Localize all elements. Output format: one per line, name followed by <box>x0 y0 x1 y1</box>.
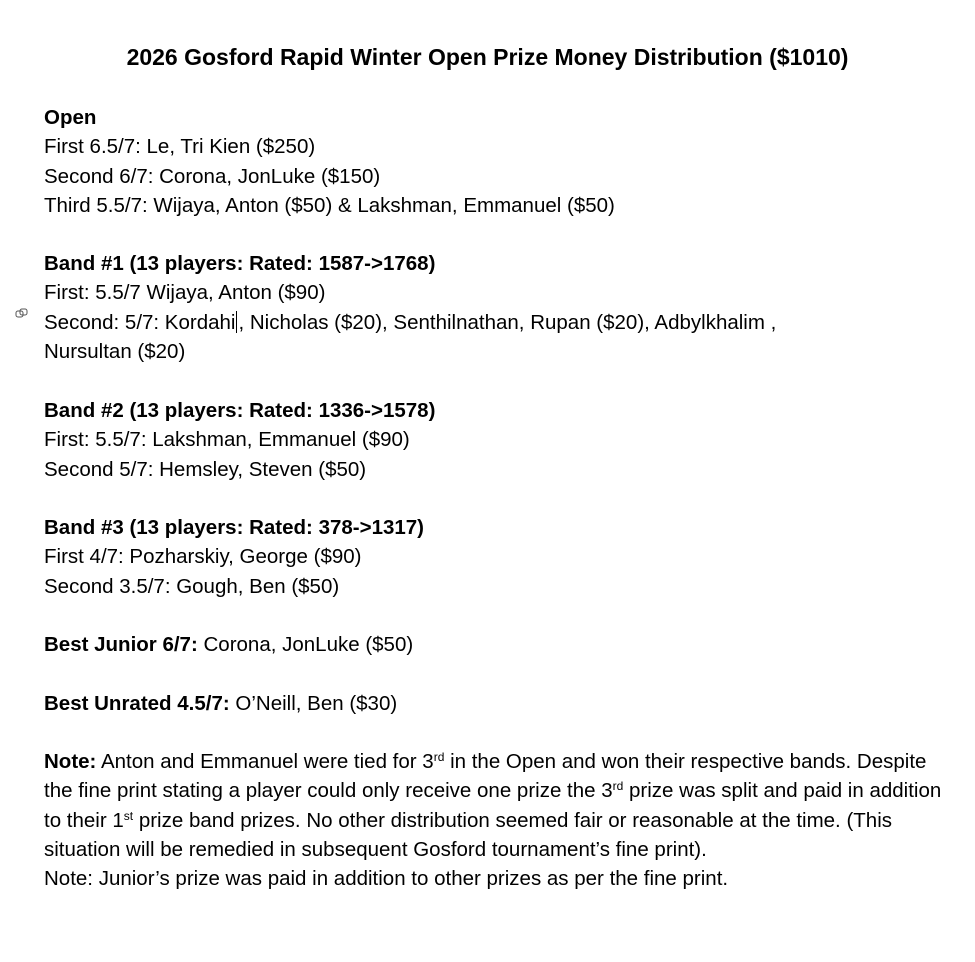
junior-label: Best Junior 6/7: <box>44 633 198 656</box>
unrated-text: O’Neill, Ben ($30) <box>229 692 398 715</box>
unrated-section <box>44 689 954 718</box>
junior-section <box>44 630 954 659</box>
open-first: First 6.5/7: Le, Tri Kien ($250) <box>44 135 316 159</box>
unrated-line <box>44 689 954 718</box>
note-sup-2: rd <box>612 779 624 794</box>
band2-section <box>44 396 954 484</box>
note-text-1: Anton and Emmanuel were tied for 3 <box>96 750 434 773</box>
band3-second: Second 3.5/7: Gough, Ben ($50) <box>44 574 340 598</box>
junior-text: Corona, JonLuke ($50) <box>197 633 414 656</box>
unrated-label: Best Unrated 4.5/7: <box>44 692 230 715</box>
anchor-icon <box>15 307 29 321</box>
band3-heading: Band #3 (13 players: Rated: 378->1317) <box>44 516 425 539</box>
band1-second-cont: Nursultan ($20) <box>44 339 186 363</box>
note-section <box>44 747 949 893</box>
band2-heading: Band #2 (13 players: Rated: 1336->1578) <box>44 399 436 422</box>
open-second: Second 6/7: Corona, JonLuke ($150) <box>44 164 381 188</box>
band1-second-part-b: , Nicholas ($20), Senthilnathan, Rupan ($20), Adbylkhalim , <box>238 310 777 334</box>
note-text-2: in the Open and won their respective bands. Despite the fine print stating a player could only receive one prize the 3 <box>44 750 927 803</box>
note-junior: Note: Junior’s prize was paid in addition to other prizes as per the fine print. <box>44 867 729 891</box>
note-label: Note: <box>44 750 97 773</box>
band2-second: Second 5/7: Hemsley, Steven ($50) <box>44 457 367 481</box>
junior-line <box>44 630 954 659</box>
open-third: Third 5.5/7: Wijaya, Anton ($50) & Lakshman, Emmanuel ($50) <box>44 193 615 217</box>
band1-heading: Band #1 (13 players: Rated: 1587->1768) <box>44 252 436 275</box>
band1-first: First: 5.5/7 Wijaya, Anton ($90) <box>44 281 326 305</box>
band3-first: First 4/7: Pozharskiy, George ($90) <box>44 545 362 569</box>
note-paragraph <box>44 747 949 864</box>
band1-second[interactable] <box>44 308 954 337</box>
note-text-4: prize band prizes. No other distribution seemed fair or reasonable at the time. (This situation will be remedied in subsequent Gosford tournament’s fine print). <box>44 808 892 861</box>
note-sup-3: st <box>123 808 134 823</box>
anchor-icon-glyph <box>15 307 29 321</box>
note-sup-1: rd <box>433 750 445 764</box>
band2-first: First: 5.5/7: Lakshman, Emmanuel ($90) <box>44 428 410 452</box>
band3-section <box>44 513 954 601</box>
open-heading: Open <box>44 106 97 129</box>
document-title: 2026 Gosford Rapid Winter Open Prize Money Distribution ($1010) <box>126 44 849 70</box>
band1-second-part-a: Second: 5/7: Kordahi <box>44 310 236 334</box>
note-text-3: prize was split and paid in addition to their 1 <box>44 779 942 832</box>
open-section <box>44 103 954 220</box>
band1-section <box>44 249 954 366</box>
